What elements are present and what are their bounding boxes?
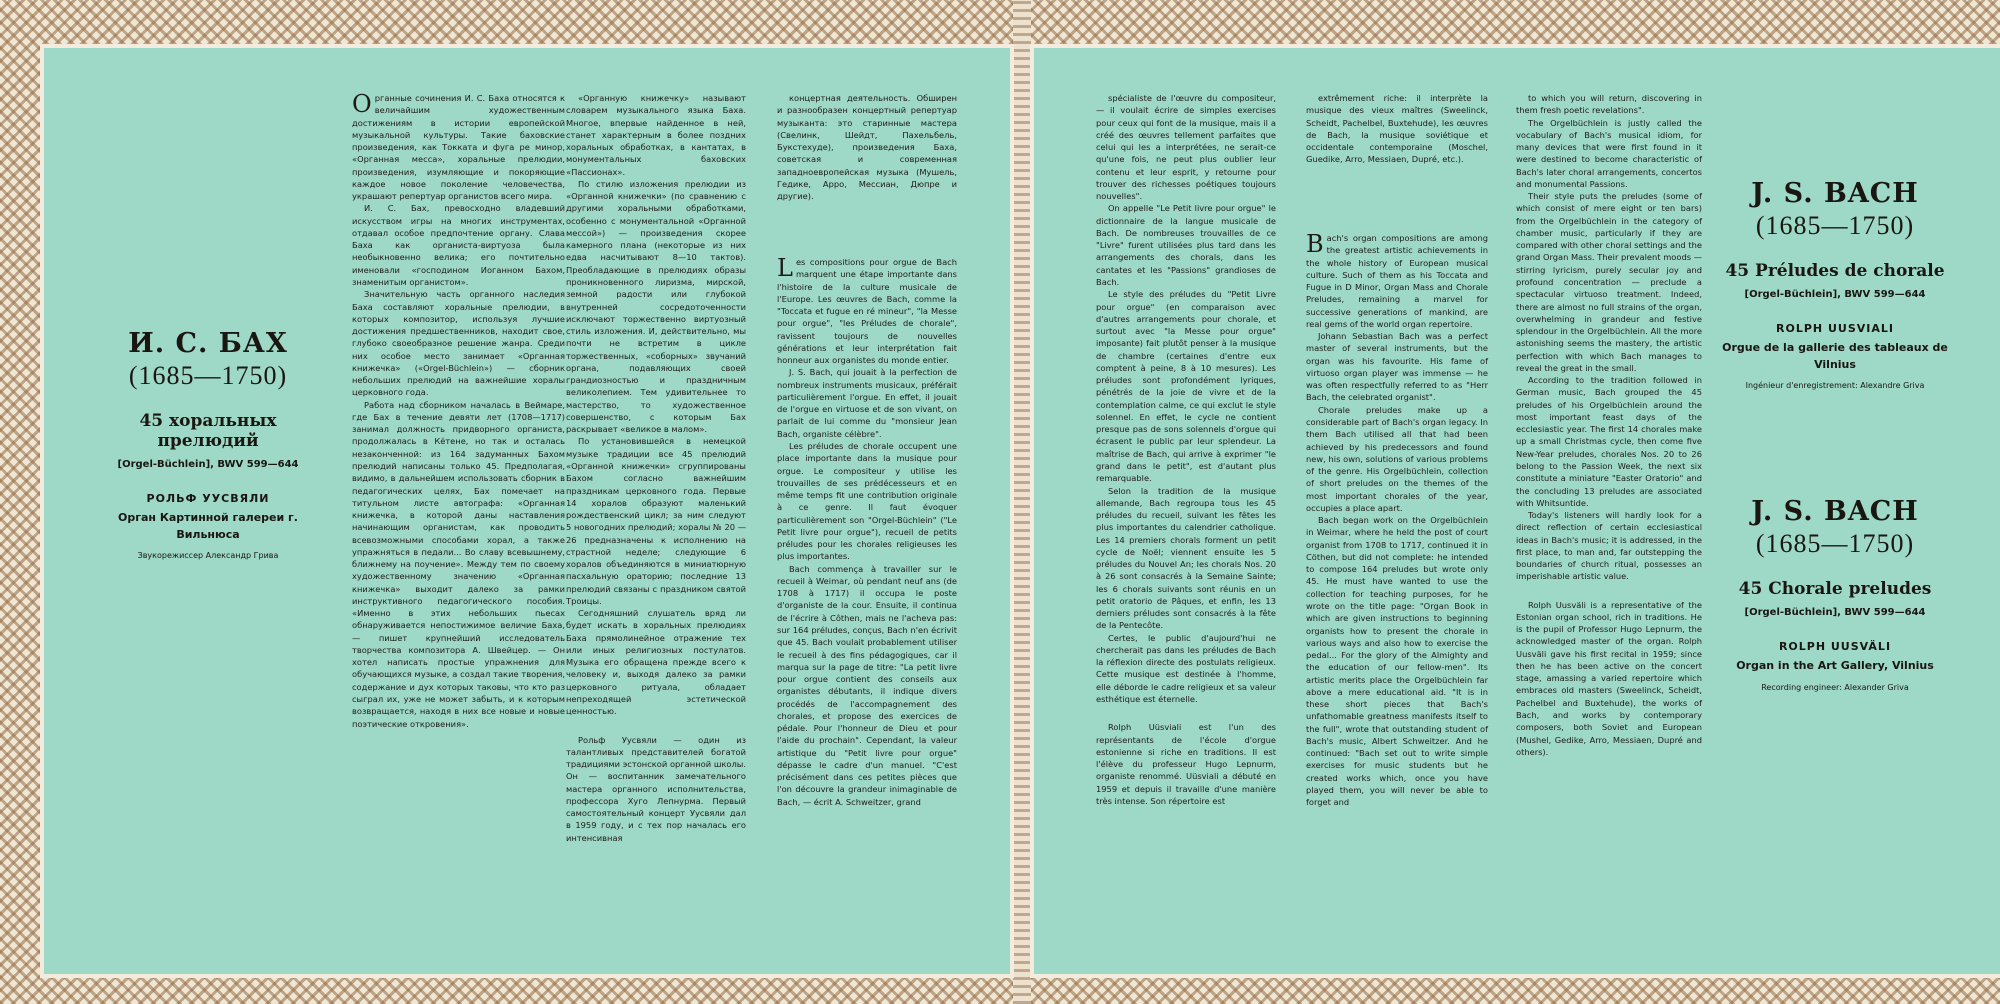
ru-paragraph: концертная деятельность. Обширен и разнообразен концертный репертуар музыканта: это старинные мастера (Свелинк, Шейдт, Пахельбель, Букстехуде), произведения Баха, советская и современная западноевропейская музыка (Мушель, Гедике, Арро, Мессиан, Дюпре и другие). (777, 93, 957, 202)
composer-name-fr: J. S. BACH (1751, 178, 1919, 209)
ru-column-1 (352, 92, 565, 730)
en-column-2 (1516, 92, 1702, 758)
ru-paragraph: Рольф Уусвяли — один из талантливых представителей богатой традициями эстонской органной школы. Он — воспитанник замечательного мастера органного исполнительства, профессора Хуго Лепнурма. Первый самостоятельный концерт Уусвяли дал в 1959 году, и с тех пор началась его интенсивная (566, 734, 746, 843)
fr-paragraph: spécialiste de l'œuvre du compositeur, — il voulait écrire de simples exercises pour ceux qui font de la musique, mais il a créé des œuvres tellement parfaites que celui qui les a interprétées, ne serait-ce qu'une fois, ne peut plus oublier leur contenu et leur esprit, y retourne pour trouver des richesses poétiques toujours nouvelles". (1096, 93, 1276, 202)
en-title-block (1710, 496, 1960, 692)
en-paragraph: The Orgelbüchlein is justly called the vocabulary of Bach's musical idiom, for many devices that were first found in it were destined to become characteristic of Bach's later choral arrangements, concertos and monumental Passions. (1516, 117, 1702, 189)
composer-years-en: (1685—1750) (1755, 529, 1915, 558)
composer-years-fr: (1685—1750) (1755, 211, 1915, 240)
ru-paragraph: По стилю изложения прелюдии из «Органной книжечки» (по сравнению с другими хоральными обработками, особенно с монументальной «Органной мессой») — произведения скорее камерного плана (некоторые из них едва насчитывают 8—10 тактов). Преобладающие в прелюдиях образы проникновенного лиризма, мирской, земной радости или глубокой внутренней сосредоточенности исключают торжественно виртуозный стиль изложения. И, действительно, мы почти не встретим в цикле торжественных, «соборных» звучаний органа, подавляющих своей грандиозностью и праздничным великолепием. Тем удивительнее то мастерство, то художественное совершенство, с которым Бах раскрывает «великое в малом». (566, 178, 746, 435)
organ-ru: Орган Картинной галереи г. Вильнюса (118, 511, 298, 541)
en-paragraph: According to the tradition followed in German music, Bach grouped the 45 preludes of his Orgelbüchlein around the most important feast days of the ecclesiastic year. The first 14 chorales make up a small Christmas cycle, then come five New-Year preludes, chorales Nos. 20 to 26 belong to the Passion Week, the next six constitute a miniature "Easter Oratorio" and the concluding 13 preludes are associated with Whitsuntide. (1516, 375, 1702, 508)
en-paragraph: Bach began work on the Orgelbüchlein in Weimar, where he held the post of court organist from 1708 to 1717, continued it in Cöthen, but did not complete: he intended to compose 164 preludes but wrote only 45. He must have wanted to use the collection for teaching purposes, for he wrote on the title page: "Organ Book in which are given instructions to beginning organists how to present the chorale in various ways and also how to exercise the pedal... For the glory of the Almighty and the education of our fellow-men". Its artistic merits place the Orgelbüchlein far above a mere educational aid. "It is in these short pieces that Bach's unfathomable greatness manifests itself to the full", wrote that outstanding student of Bach's music, Albert Schweitzer. And he continued: "Bach set out to write simple exercises for music students but he created works which, once you have played them, you will never be able to forget and (1306, 515, 1488, 808)
fr-paragraph: Certes, le public d'aujourd'hui ne chercherait pas dans les préludes de Bach la réflexion directe des postulats religieux. Cette musique est destinée à l'homme, elle déborde le cadre religieux et sa valeur esthétique est éternelle. (1096, 632, 1276, 705)
fr-column-2 (1096, 92, 1276, 807)
ru-paragraph: Значительную часть органного наследия Баха составляют хоральные прелюдии, в которых композитор, используя лучшие достижения предшественников, находит свое, глубоко своеобразное решение жанра. Среди них особое место занимает «Органная книжечка» («Orgel-Büchlein») — сборник небольших прелюдий на важнейшие хоралы церковного года. (352, 289, 565, 398)
engineer-en: Recording engineer: Alexander Griva (1761, 682, 1909, 692)
catalog-en: [Orgel-Büchlein], BWV 599—644 (1744, 607, 1926, 618)
work-title-ru: 45 хоральных прелюдий (139, 411, 277, 451)
ru-column-3 (777, 92, 957, 202)
organ-en: Organ in the Art Gallery, Vilnius (1736, 659, 1934, 672)
composer-years-ru: (1685—1750) (128, 361, 288, 390)
performer-fr: ROLPH UUSVIALI (1776, 322, 1894, 335)
fr-paragraph: On appelle "Le Petit livre pour orgue" le dictionnaire de la langue musicale de Bach. De nombreuses trouvailles de ce "Livre" furent utilisées plus tard dans les arrangements des chorals, dans les cantates et les "Passions" grandioses de Bach. (1096, 203, 1276, 287)
ru-title-block (92, 328, 324, 560)
fr-column-1 (777, 256, 957, 808)
ru-paragraph: И. С. Бах, превосходно владевший искусством игры на многих инструментах, отдавал особое предпочтение органу. Слава Баха как органиста-виртуоза была необыкновенно велика; его почтительно именовали «господином Иоганном Бахом, знаменитым органистом». (352, 203, 565, 287)
en-paragraph: Bach's organ compositions are among the greatest artistic achievements in the whole history of European musical culture. Such of them as his Toccata and Fugue in D Minor, Organ Mass and Chorale Preludes, remaining a marvel for successive generations of mankind, are real gems of the world organ repertoire. (1306, 230, 1488, 329)
ru-paragraph: По установившейся в немецкой музыке традиции все 45 прелюдий «Органной книжечки» сгруппированы Бахом согласно важнейшим праздникам церковного года. Первые 14 хоралов образуют маленький рождественский цикл; за ним следуют 5 новогодних прелюдий; хоралы № 20 — 26 предназначены к исполнению на страстной неделе; следующие 6 хоралов объединяются в миниатюрную пасхальную ораторию; последние 13 прелюдий связаны с праздником святой Троицы. (566, 436, 746, 606)
fr-paragraph: J. S. Bach, qui jouait à la perfection de nombreux instruments musicaux, préférait particulièrement l'orgue. En effet, il jouait de l'orgue en virtuose et de son vivant, on parlait de lui comme du "monsieur Jean Bach, organiste célèbre". (777, 367, 957, 439)
work-title-fr: 45 Préludes de chorale (1725, 261, 1945, 281)
en-column-1 (1306, 232, 1488, 808)
fr-paragraph: Rolph Uüsviali est l'un des représentants de l'école d'orgue estonienne si riche en traditions. Il est l'élève du professeur Hugo Lepnurm, organiste renommé. Uüsviali a débuté en 1959 et depuis il travaille d'une manière très intense. Son répertoire est (1096, 722, 1276, 806)
fr-title-block (1710, 178, 1960, 390)
fr-paragraph: extrêmement riche: il interprète la musique des vieux maîtres (Sweelinck, Scheidt, Pachelbel, Buxtehude), les œuvres de Bach, la musique soviétique et occidentale contemporaine (Moschel, Guedike, Arro, Messiaen, Dupré, etc.). (1306, 93, 1488, 165)
work-title-en: 45 Chorale preludes (1738, 579, 1932, 599)
organ-fr: Orgue de la gallerie des tableaux de Vilnius (1722, 341, 1948, 371)
ru-paragraph: «Органную книжечку» называют словарем музыкального языка Баха. Многое, впервые найденное в ней, станет характерным в более поздних хоральных обработках, в кантатах, в монументальных баховских «Пассионах». (566, 93, 746, 177)
ru-paragraph: Работа над сборником началась в Веймаре, где Бах в течение девяти лет (1708—1717) занимал должность придворного органиста, продолжалась в Кётене, но так и осталась незаконченной: из 164 задуманных Бахом прелюдий написаны только 45. Предполагая, видимо, в дальнейшем использовать сборник в педагогических целях, Бах помечает на титульном листе автографа: «Органная книжечка, в которой даны наставления начинающим органистам, как проводить всевозможными способами хорал, а также упражняться в педали... Во славу всевышнему, ближнему на поучение». Между тем по своему художественному значению «Органная книжечка» выходит далеко за рамки инструктивного педагогического пособия. «Именно в этих небольших пьесах обнаруживается непостижимое величие Баха, — пишет крупнейший исследователь творчества композитора А. Швейцер. — Он хотел написать простые упражнения для обучающихся музыке, а создал такие творения, содержание и дух которых таковы, что кто раз сыграл их, уже не может забыть, и к которым возвращается, находя в них все новые и новые поэтические откровения». (352, 399, 565, 729)
fr-paragraph: Bach commença à travailler sur le recueil à Weimar, où pendant neuf ans (de 1708 à 1717) il occupa le poste d'organiste de la cour. Ensuite, il continua de l'écrire à Côthen, mais ne l'acheva pas: sur 164 préludes, conçus, Bach n'en écrivit que 45. Bach voulait probablement utiliser le recueil à des fins pédagogiques, car il marqua sur la page de titre: "La petit livre pour orgue contient des conseils aux organistes débutants, il indique divers procédés de l'accompagnement des chorales, et propose des exercices de pédale. Pour l'honneur de Dieu et pour l'aide du prochain". Cependant, la valeur artistique du "Petit livre pour orgue" dépasse le cadre d'un manuel. "C'est précisément dans ces petites pièces que l'on découvre la grandeur inimaginable de Bach, — écrit A. Schweitzer, grand (777, 563, 957, 807)
catalog-fr: [Orgel-Büchlein], BWV 599—644 (1744, 289, 1926, 300)
en-paragraph: Rolph Uusväli is a representative of the Estonian organ school, rich in traditions. He is the pupil of Professor Hugo Lepnurm, the acknowledged master of the organ. Rolph Uusväli gave his first recital in 1959; since then he has been active on the concert stage, amassing a varied repertoire which embraces old masters (Sweelinck, Scheidt, Pachelbel and Buxtehude), the works of Bach, and works by contemporary composers, both Soviet and European (Mushel, Gedike, Arro, Messiaen, Dupré and others). (1516, 599, 1702, 757)
en-paragraph: Their style puts the preludes (some of which consist of mere eight or ten bars) from the Orgelbüchlein in the category of chamber music, particularly if they are compared with other choral settings and the grand Organ Mass. Their prevalent moods — stirring lyricism, purely secular joy and profound concentration — preclude a spectacular virtuoso treatment. Indeed, there are almost no full strains of the organ, overwhelming in grandeur and festive splendour in the Orgelbüchlein. All the more astonishing seems the mastery, the artistic perfection with which Bach manages to reveal the great in the small. (1516, 191, 1702, 373)
catalog-ru: [Orgel-Büchlein], BWV 599—644 (117, 459, 299, 470)
performer-en: ROLPH UUSVÄLI (1778, 640, 1892, 653)
ru-paragraph: Органные сочинения И. С. Баха относятся к величайшим художественным достижениям в истории европейской музыкальной культуры. Такие баховские произведения, как Токката и фуга ре минор, «Органная месса», хоральные прелюдии, произведения, изумляющие и покоряющие каждое новое поколение человечества, украшают репертуар органистов всего мира. (352, 90, 565, 202)
en-paragraph: Chorale preludes make up a considerable part of Bach's organ legacy. In them Bach utilised all that had been achieved by his predecessors and found new, his own, solutions of various problems of the genre. His Orgelbüchlein, collection of short preludes on the themes of the most important chorales of the year, occupies a place apart. (1306, 404, 1488, 513)
fr-paragraph: Selon la tradition de la musique allemande, Bach regroupa tous les 45 préludes du recueil, suivant les fêtes les plus importantes du calendrier catholique. Les 14 premiers chorals forment un petit cycle de Noël; viennent ensuite les 5 préludes du Nouvel An; les chorals Nos. 20 à 26 sont consacrés à la Semaine Sainte; les 6 chorals suivants sont réunis en un petit oratorio de Pâques, et enfin, les 13 derniers préludes sont consacrés à la fête de la Pentecôte. (1096, 485, 1276, 631)
en-paragraph: Today's listeners will hardly look for a direct reflection of certain ecclesiastical ideas in Bach's music; it is addressed, in the first place, to man and, far outstepping the boundaries of church ritual, possesses an imperishable artistic value. (1516, 510, 1702, 582)
center-spine (1013, 0, 1031, 1004)
fr-paragraph: Les compositions pour orgue de Bach marquent une étape importante dans l'histoire de la culture musicale de l'Europe. Les œuvres de Bach, comme la "Toccata et fugue en ré mineur", "la Messe pour orgue", "les Préludes de chorale", ravissent toujours de nouvelles générations et leur interprétation fait honneur aux organistes du monde entier. (777, 254, 957, 366)
en-paragraph: Johann Sebastian Bach was a perfect master of several instruments, but the organ was his favourite. His fame of virtuoso organ player was immense — he was often respectfully referred to as "Herr Bach, the celebrated organist". (1306, 331, 1488, 403)
ru-column-2 (566, 92, 746, 844)
engineer-ru: Звукорежиссер Александр Грива (137, 551, 279, 560)
composer-name-en: J. S. BACH (1751, 496, 1919, 527)
fr-column-3 (1306, 92, 1488, 166)
composer-name-ru: И. С. БАХ (128, 328, 288, 359)
en-paragraph: to which you will return, discovering in them fresh poetic revelations". (1516, 93, 1702, 116)
fr-paragraph: Les préludes de chorale occupent une place importante dans la musique pour orgue. Le compositeur y utilise les trouvailles de ses prédécesseurs et en même temps fit une contribution originale à ce genre. Il faut évoquer particulièrement son "Orgel-Büchlein" ("Le Petit livre pour orgue"), recueil de petits préludes pour les chorales religieuses les plus importantes. (777, 440, 957, 562)
ru-paragraph: Сегодняшний слушатель вряд ли будет искать в хоральных прелюдиях Баха прямолинейное отражение тех или иных религиозных постулатов. Музыка его обращена прежде всего к человеку и, выходя далеко за рамки церковного ритуала, обладает непреходящей эстетической ценностью. (566, 608, 746, 717)
performer-ru: РОЛЬФ УУСВЯЛИ (146, 492, 270, 505)
fr-paragraph: Le style des préludes du "Petit Livre pour orgue" (en comparaison avec d'autres arrangements pour chorale, et surtout avec "la Messe pour orgue" imposante) fait plutôt penser à la musique de chambre (certaines d'entre eux comptent à peine, 8 à 10 mesures). Les préludes sont profondément lyriques, pénétrés de la joie de vivre et de la contemplation calme, ce qui exclut le style solennel. En effet, le cycle ne contient presque pas de sons solennels d'orgue qui écrasent le public par leur splendeur. La maîtrise de Bach, qui arrive à exprimer "le grand dans le petit", est d'autant plus remarquable. (1096, 289, 1276, 484)
engineer-fr: Ingénieur d'enregistrement: Alexandre Griva (1745, 381, 1925, 390)
